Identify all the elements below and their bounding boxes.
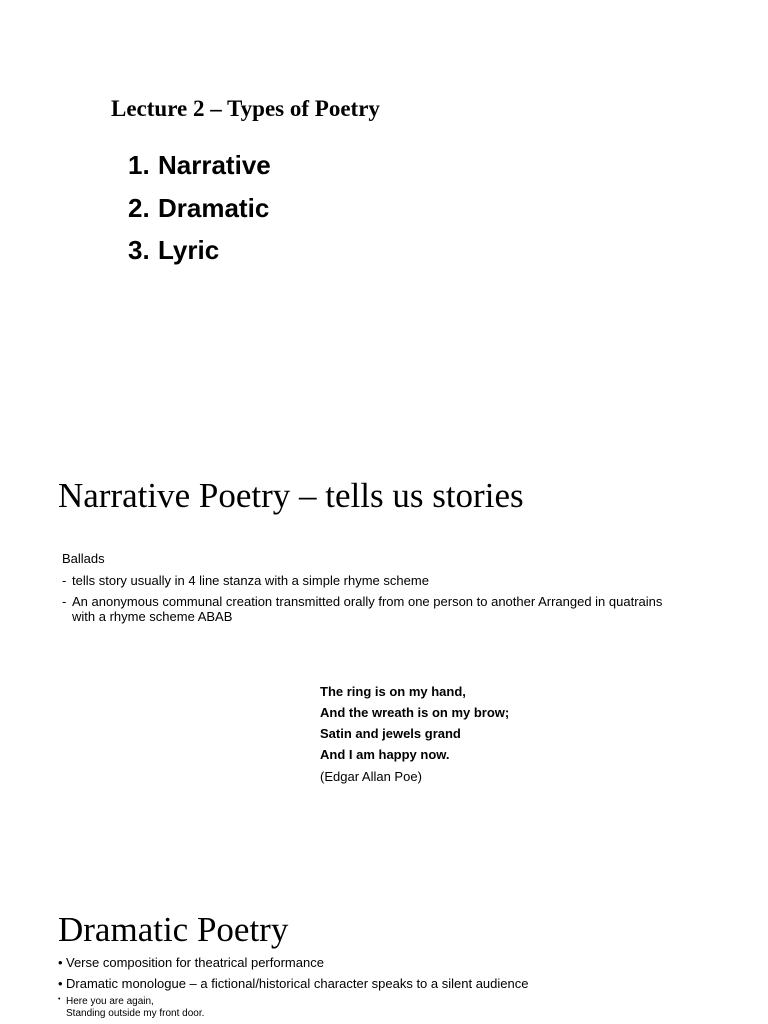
bullet-icon: • (58, 955, 63, 970)
type-number: 2. (128, 193, 150, 223)
type-item-narrative (128, 150, 271, 181)
dramatic-bullet-text: Dramatic monologue – a fictional/historical character speaks to a silent audience (66, 976, 529, 991)
poem-attribution: (Edgar Allan Poe) (320, 769, 422, 784)
poem-line: The ring is on my hand, (320, 684, 466, 699)
type-label: Lyric (158, 235, 220, 265)
bullet-icon: • (58, 996, 61, 1003)
type-item-dramatic (128, 193, 269, 224)
narrative-poetry-title: Narrative Poetry – tells us stories (58, 476, 524, 515)
dramatic-bullet (58, 976, 528, 991)
dramatic-example-text: Here you are again, (66, 996, 154, 1007)
ballad-point (62, 573, 429, 588)
type-number: 1. (128, 150, 150, 180)
bullet-icon: • (58, 976, 63, 991)
poem-line: And I am happy now. (320, 747, 450, 762)
dramatic-example-line: Standing outside my front door. (66, 1008, 205, 1019)
lecture-title: Lecture 2 – Types of Poetry (111, 96, 380, 121)
type-item-lyric (128, 235, 219, 266)
dramatic-example-line (58, 996, 154, 1007)
ballads-label: Ballads (62, 551, 105, 566)
dramatic-bullet (58, 955, 324, 970)
ballad-point (62, 594, 662, 609)
dash-bullet: - (62, 573, 67, 588)
type-label: Narrative (158, 150, 271, 180)
dramatic-poetry-title: Dramatic Poetry (58, 910, 289, 949)
ballad-point-text: An anonymous communal creation transmitted orally from one person to another Arranged in quatrains (72, 594, 663, 609)
ballad-point-continuation: with a rhyme scheme ABAB (72, 609, 233, 624)
type-number: 3. (128, 235, 150, 265)
dramatic-bullet-text: Verse composition for theatrical performance (66, 955, 324, 970)
poem-line: And the wreath is on my brow; (320, 705, 510, 720)
dash-bullet: - (62, 594, 67, 609)
ballad-point-text: tells story usually in 4 line stanza with a simple rhyme scheme (72, 573, 429, 588)
poem-line: Satin and jewels grand (320, 726, 461, 741)
type-label: Dramatic (158, 193, 270, 223)
